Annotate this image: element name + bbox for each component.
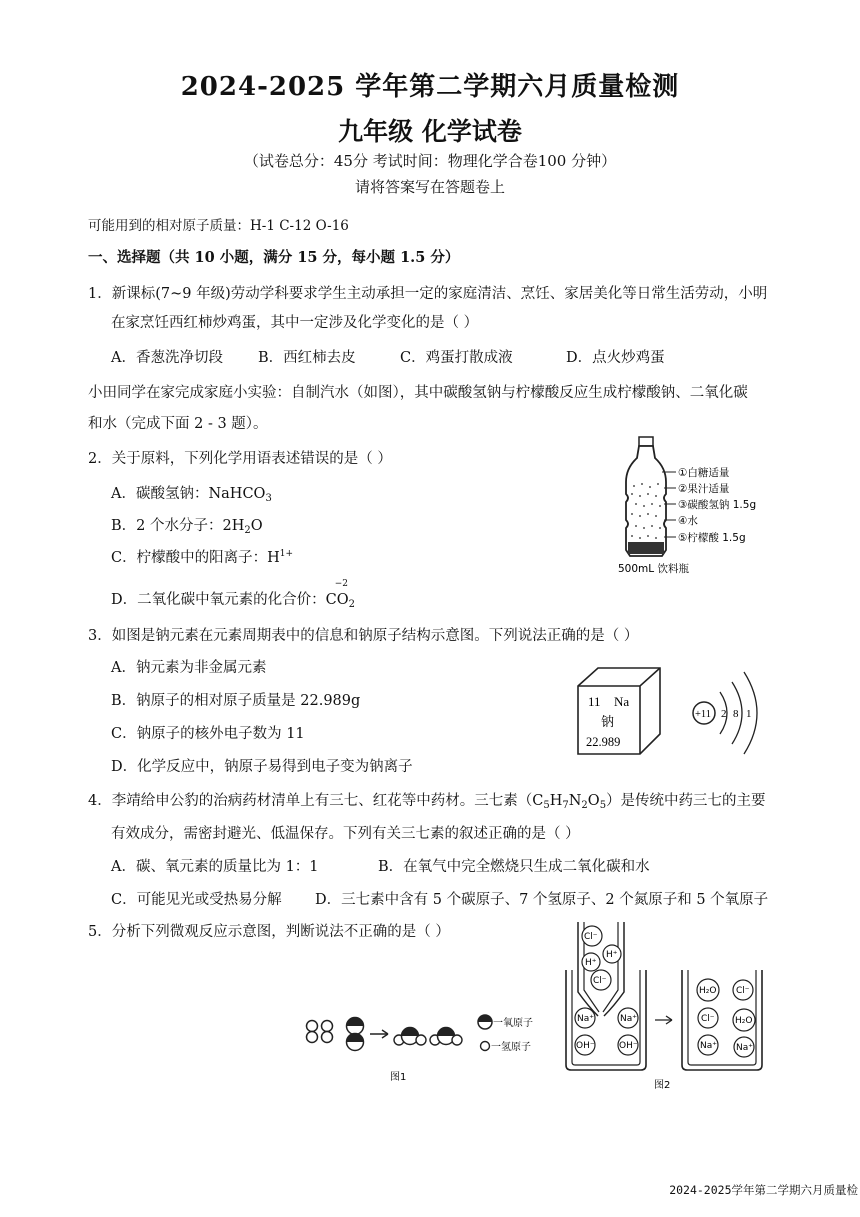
q3-option-c: C．钠原子的核外电子数为 11 [111, 726, 305, 742]
q1-option-d: D．点火炒鸡蛋 [566, 350, 665, 366]
atom-nucleus: +11 [695, 709, 712, 720]
q3-option-d: D．化学反应中，钠原子易得到电子变为钠离子 [111, 759, 413, 775]
element-mass: 22.989 [586, 735, 621, 749]
atomic-mass-line: 可能用到的相对原子质量：H-1 C-12 O-16 [88, 218, 349, 234]
sodium-figure [574, 664, 774, 764]
ion-right-6: Na⁺ [736, 1043, 753, 1053]
figure-2-caption: 图2 [654, 1080, 671, 1090]
q2-stem: 2．关于原料，下列化学用语表述错误的是（ ） [88, 451, 392, 467]
ion-right-4: H₂O [735, 1016, 753, 1026]
element-name: 钠 [601, 715, 615, 730]
q2-option-b: B．2 个水分子：$2H_2O$ [111, 518, 263, 536]
bottle-item-1: ①白糖适量 [678, 467, 730, 479]
ion-top-3: H⁺ [585, 958, 597, 968]
shell-1: 2 [721, 708, 727, 720]
q1-stem-line1: 1．新课标(7~9 年级)劳动学科要求学生主动承担一定的家庭清洁、烹饪、家居美化等日常生活劳动，小明 [88, 286, 768, 302]
q2-option-a: A．碳酸氢钠：NaHCO$_3$ [111, 486, 272, 504]
q3-stem: 3．如图是钠元素在元素周期表中的信息和钠原子结构示意图。下列说法正确的是（ ） [88, 628, 639, 644]
q4-option-c: C．可能见光或受热易分解 [111, 892, 282, 908]
q3-option-a: A．钠元素为非金属元素 [111, 660, 267, 676]
bottle-item-3: ③碳酸氢钠 1.5g [678, 499, 757, 511]
legend-oxygen: 一氧原子 [493, 1018, 533, 1029]
ion-right-2: Cl⁻ [736, 986, 750, 996]
q4-option-a: A．碳、氧元素的质量比为 1：1 [111, 859, 319, 875]
q2-option-d: D．二氧化碳中氧元素的化合价：CO −2 $_2$ [111, 579, 355, 610]
ion-left-3: OH⁻ [576, 1041, 595, 1051]
q2-option-c: C．柠檬酸中的阳离子：$H^{1+}$ [111, 549, 294, 566]
figure-1-caption: 图1 [390, 1072, 407, 1083]
q1-option-b: B．西红柿去皮 [258, 350, 356, 366]
q4-option-b: B．在氧气中完全燃烧只生成二氧化碳和水 [378, 859, 650, 875]
ion-top-4: Cl⁻ [593, 976, 607, 986]
figure-1-reaction [302, 1014, 552, 1084]
q3-option-b: B．钠原子的相对原子质量是 22.989g [111, 693, 361, 709]
legend-hydrogen: 一氢原子 [491, 1042, 531, 1053]
ion-right-1: H₂O [699, 986, 717, 996]
shell-3: 1 [746, 708, 752, 720]
ion-left-1: Na⁺ [577, 1014, 594, 1024]
element-number: 11 [588, 694, 601, 709]
ion-right-5: Na⁺ [700, 1041, 717, 1051]
intro-line1: 小田同学在家完成家庭小实验：自制汽水（如图），其中碳酸氢钠与柠檬酸反应生成柠檬酸钠、二氧化碳 [88, 385, 748, 401]
q1-option-c: C．鸡蛋打散成液 [400, 350, 513, 366]
figure-2-neutralization [562, 920, 772, 1090]
bottle-figure [618, 434, 778, 579]
section-heading: 一、选择题（共 10 小题，满分 15 分，每小题 1.5 分） [88, 249, 460, 266]
exam-instruction: 请将答案写在答题卷上 [354, 178, 505, 196]
q4-stem-line1: 4．李靖给申公豹的治病药材清单上有三七、红花等中药材。三七素$(C_5H_7N_2O_5)$是传统中药三七的主要 [88, 793, 766, 811]
ion-top-1: Cl⁻ [584, 932, 598, 942]
intro-line2: 和水（完成下面 2 - 3 题）。 [88, 416, 268, 432]
bottle-caption: 500mL 饮料瓶 [618, 563, 689, 575]
q1-option-a: A．香葱洗净切段 [111, 350, 223, 366]
q4-stem-line2: 有效成分，需密封避光、低温保存。下列有关三七素的叙述正确的是（ ） [111, 826, 580, 842]
bottle-item-5: ⑤柠檬酸 1.5g [678, 532, 746, 544]
ion-right-3: Cl⁻ [701, 1014, 715, 1024]
bottle-item-4: ④水 [678, 515, 698, 527]
q1-stem-line2: 在家烹饪西红柿炒鸡蛋，其中一定涉及化学变化的是（ ） [111, 315, 479, 331]
ion-left-2: Na⁺ [620, 1014, 637, 1024]
exam-info: （试卷总分：45分 考试时间：物理化学合卷100 分钟） [243, 152, 617, 170]
ion-top-2: H⁺ [606, 950, 618, 960]
q5-stem: 5．分析下列微观反应示意图，判断说法不正确的是（ ） [88, 924, 450, 940]
ion-left-4: OH⁻ [619, 1041, 638, 1051]
exam-title: 2024-2025 学年第二学期六月质量检测 [180, 72, 680, 102]
element-symbol: Na [614, 694, 630, 709]
shell-2: 8 [733, 708, 739, 720]
page-footer: 2024-2025学年第二学期六月质量检 [669, 1183, 858, 1197]
exam-subtitle: 九年级 化学试卷 [338, 117, 522, 146]
q4-option-d: D．三七素中含有 5 个碳原子、7 个氢原子、2 个氮原子和 5 个氧原子 [315, 892, 769, 908]
bottle-item-2: ②果汁适量 [678, 483, 730, 495]
